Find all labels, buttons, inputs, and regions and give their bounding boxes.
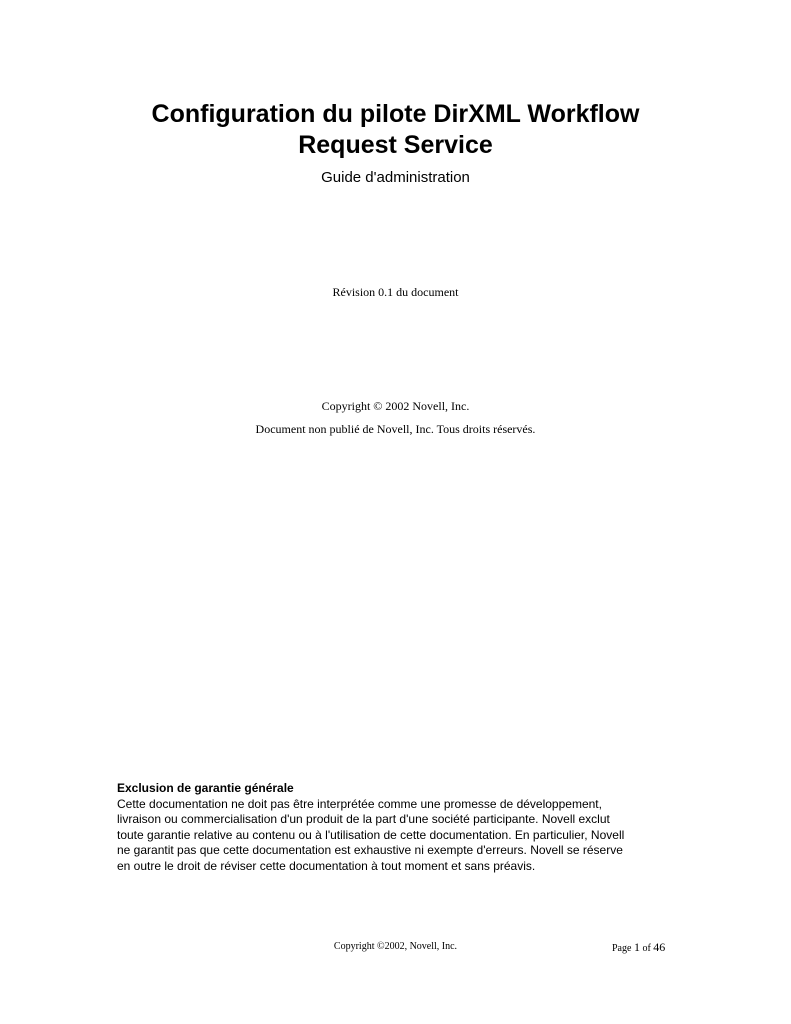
disclaimer-line: en outre le droit de réviser cette documentation à tout moment et sans préavis. — [117, 858, 536, 873]
footer-copyright: Copyright ©2002, Novell, Inc. — [333, 941, 458, 952]
disclaimer-section — [117, 781, 687, 875]
disclaimer-line: livraison ou commercialisation d'un produit de la part d'une société participante. Novell exclut — [117, 812, 610, 827]
disclaimer-line: ne garantit pas que cette documentation est exhaustive ni exempte d'erreurs. Novell se réserve — [117, 843, 623, 858]
disclaimer-line: Cette documentation ne doit pas être interprétée comme une promesse de développement, — [117, 796, 602, 811]
page-total: 46 — [653, 940, 666, 954]
document-title — [0, 99, 791, 161]
disclaimer-body — [117, 797, 687, 875]
unpublished-notice: Document non publié de Novell, Inc. Tous droits réservés. — [255, 422, 536, 436]
document-subtitle: Guide d'administration — [321, 169, 470, 186]
document-title-line2: Request Service — [298, 131, 493, 159]
footer-page-number — [612, 940, 665, 956]
disclaimer-heading: Exclusion de garantie générale — [117, 781, 294, 795]
page-current: 1 — [633, 940, 640, 954]
page-of: of — [639, 943, 654, 954]
revision-text: Révision 0.1 du document — [332, 285, 459, 299]
document-title-line1: Configuration du pilote DirXML Workflow — [151, 100, 640, 128]
disclaimer-line: toute garantie relative au contenu ou à l'utilisation de cette documentation. En particulier, Novell — [117, 827, 625, 842]
page-prefix: Page — [612, 943, 634, 954]
copyright-text: Copyright © 2002 Novell, Inc. — [321, 399, 470, 413]
